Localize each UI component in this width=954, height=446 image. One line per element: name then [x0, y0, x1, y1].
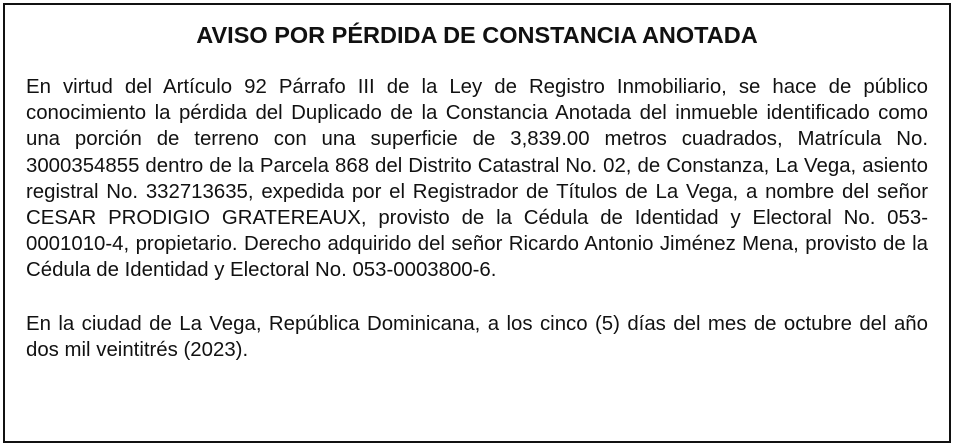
legal-notice [3, 3, 951, 443]
notice-date-paragraph: En la ciudad de La Vega, República Dominicana, a los cinco (5) días del mes de octubre del año dos mil veintitrés (2023). [26, 312, 928, 361]
notice-body-paragraph: En virtud del Artículo 92 Párrafo III de la Ley de Registro Inmobiliario, se hace de público conocimiento la pérdida del Duplicado de la Constancia Anotada del inmueble identificado como una porción de terreno con una superficie de 3,839.00 metros cuadrados, Matrícula No. 3000354855 dentro de la Parcela 868 del Distrito Catastral No. 02, de Constanza, La Vega, asiento registral No. 332713635, expedida por el Registrador de Títulos de La Vega, a nombre del señor CESAR PRODIGIO GRATEREAUX, provisto de la Cédula de Identidad y Electoral No. 053-0001010-4, propietario. Derecho adquirido del señor Ricardo Antonio Jiménez Mena, provisto de la Cédula de Identidad y Electoral No. 053-0003800-6. [26, 76, 928, 282]
notice-title: AVISO POR PÉRDIDA DE CONSTANCIA ANOTADA [196, 22, 758, 48]
